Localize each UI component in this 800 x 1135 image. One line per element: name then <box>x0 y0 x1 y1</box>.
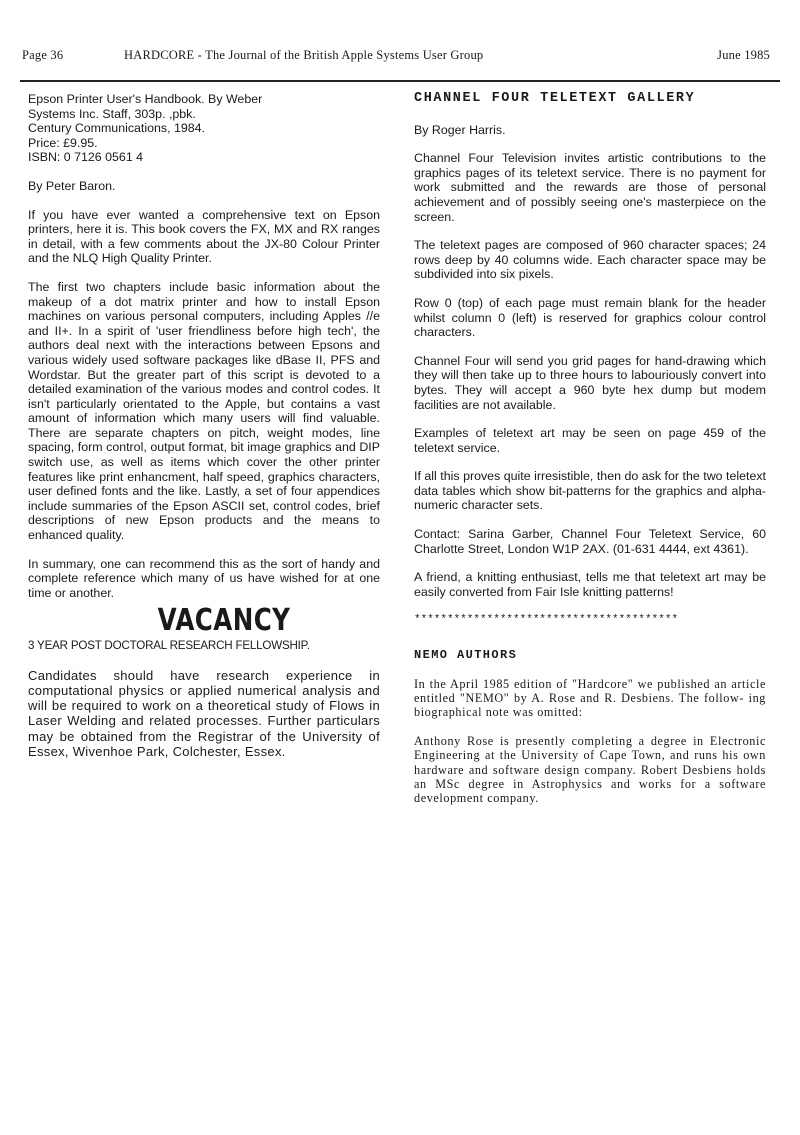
vacancy-body: Candidates should have research experience in computational physics or applied numerical analysis and will be required to work on a theoretical study of Flows in Laser Welding and related processes. Further particulars may be obtained from the Registrar of the University of Essex, Wivenhoe Park, Colchester, Essex. <box>28 667 380 760</box>
vacancy-subtitle: 3 YEAR POST DOCTORAL RESEARCH FELLOWSHIP. <box>28 639 310 652</box>
page-header <box>22 48 778 68</box>
review-paragraph: If you have ever wanted a comprehensive text on Epson printers, here it is. This book covers the FX, MX and RX ranges in detail, with a few comments about the JX-80 Colour Printer and the NLQ High Quality Printer. <box>28 207 380 266</box>
article-title: CHANNEL FOUR TELETEXT GALLERY <box>414 91 696 106</box>
article-paragraph: Contact: Sarina Garber, Channel Four Teletext Service, 60 Charlotte Street, London W1P 2AX. (01-631 4444, ext 4361). <box>414 527 766 556</box>
nemo-section <box>414 648 766 806</box>
article-paragraph: A friend, a knitting enthusiast, tells me that teletext art may be easily converted from Fair Isle knitting patterns! <box>414 570 766 599</box>
review-paragraph: The first two chapters include basic information about the makeup of a dot matrix printer and how to install Epson machines on various personal computers, including Apples //e and II+. In a spirit of 'user friendliness before high tech', the authors deal next with the interactions between Epsons and various widely used software packages like dBase II, PFS and Wordstar. But the greater part of this script is devoted to a detailed examination of the various modes and control codes. It isn't particularly orientated to the Apple, but contains a vast amount of information which many users will find valuable. There are separate chapters on pitch, weight modes, line spacing, form control, output format, bit image graphics and DIP switch use, as well as items which cover the other printer features like print enhancment, half speed, graphics characters, user defined fonts and the like. Lastly, a set of four appendices include summaries of the Epson ASCII set, control codes, brief descriptions of new Epson products and the means to enhanced quality. <box>28 279 380 543</box>
nemo-paragraph: In the April 1985 edition of "Hardcore" we published an article entitled "NEMO" by A. Rose and R. Desbiens. The follow- ing biographical note was omitted: <box>414 676 766 720</box>
review-byline: By Peter Baron. <box>28 178 116 193</box>
nemo-paragraph: Anthony Rose is presently completing a degree in Electronic Engineering at the University of Cape Town, and runs his own hardware and software design company. Robert Desbiens holds an MSc degree in Astrophysics and works for a software development company. <box>414 733 766 806</box>
issue-date: June 1985 <box>717 48 770 62</box>
right-column <box>414 92 766 820</box>
article-paragraph: Row 0 (top) of each page must remain blank for the header whilst column 0 (left) is reserved for graphics colour control characters. <box>414 295 766 340</box>
review-paragraph: In summary, one can recommend this as the sort of handy and complete reference which many of us have wished for at one time or another. <box>28 556 380 600</box>
vacancy-heading: VACANCY <box>157 603 291 639</box>
book-reference: Epson Printer User's Handbook. By Weber Systems Inc. Staff, 303p. ,pbk. Century Communications, 1984. Price: £9.95. ISBN: 0 7126 0561 4 <box>28 92 263 165</box>
article-paragraph: The teletext pages are composed of 960 character spaces; 24 rows deep by 40 columns wide. Each character space may be subdivided into six pixels. <box>414 238 766 282</box>
article-paragraph: Examples of teletext art may be seen on page 459 of the teletext service. <box>414 426 766 455</box>
header-rule <box>20 80 780 82</box>
star-divider: **************************************** <box>414 614 679 627</box>
nemo-title: NEMO AUTHORS <box>414 648 518 663</box>
left-column <box>28 92 380 773</box>
article-byline: By Roger Harris. <box>414 122 506 137</box>
page-number: Page 36 <box>22 48 64 62</box>
article-paragraph: Channel Four will send you grid pages for hand-drawing which they will then take up to three hours to labouriously convert into bytes. They will accept a 960 byte hex dump but modem facilities are not available. <box>414 353 766 412</box>
article-paragraph: If all this proves quite irresistible, then do ask for the two teletext data tables which show bit-patterns for the graphics and alpha-numeric character sets. <box>414 469 766 513</box>
journal-title: HARDCORE - The Journal of the British Apple Systems User Group <box>124 48 484 62</box>
article-paragraph: Channel Four Television invites artistic contributions to the graphics pages of its teletext service. There is no payment for work submitted and the rewards are those of personal achievement and of possibly seeing one's masterpiece on the screen. <box>414 151 766 224</box>
